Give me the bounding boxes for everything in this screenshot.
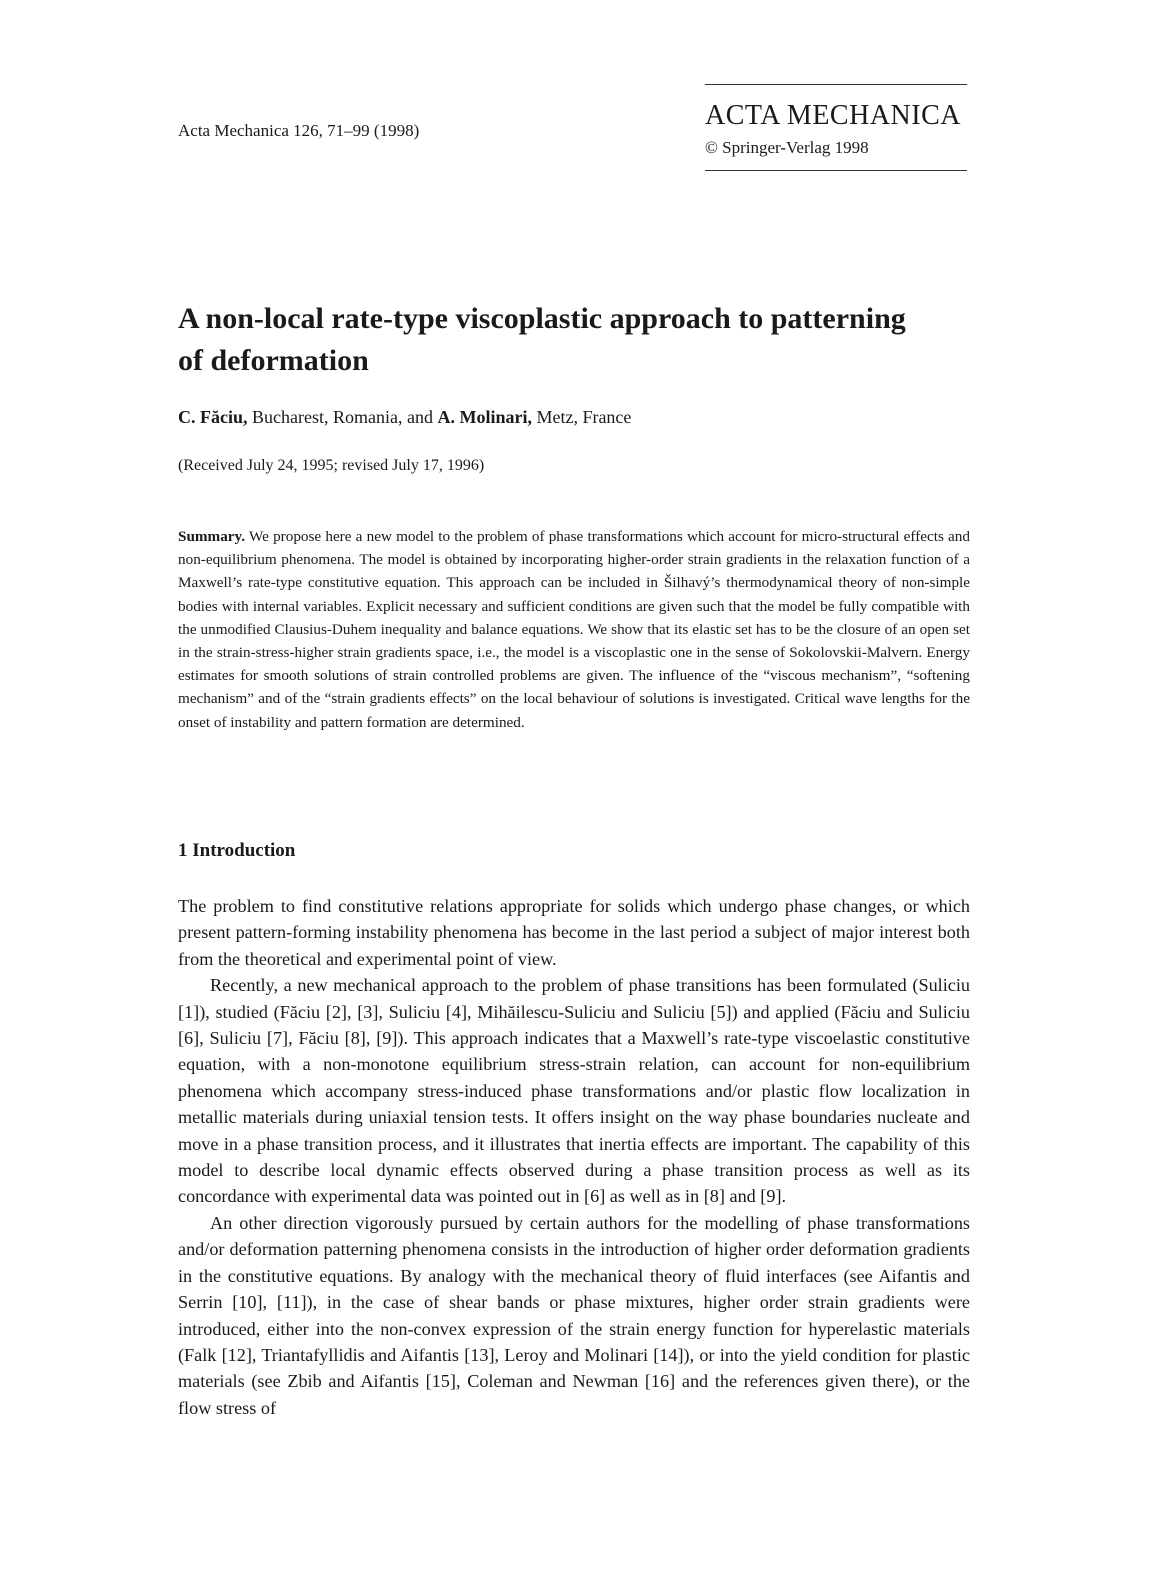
abstract <box>178 525 970 734</box>
author-1-affiliation: Bucharest, Romania, and <box>247 407 438 427</box>
author-2-name: A. Molinari, <box>437 407 532 427</box>
masthead-bottom-rule <box>705 170 967 171</box>
journal-masthead <box>705 84 969 171</box>
article-title: A non-local rate-type viscoplastic approach to patterning of deformation <box>178 302 906 377</box>
introduction-body <box>178 893 970 1421</box>
publisher-copyright: © Springer-Verlag 1998 <box>705 138 869 157</box>
masthead-top-rule <box>705 84 967 85</box>
paragraph: Recently, a new mechanical approach to the problem of phase transitions has been formulated (Suliciu [1]), studied (Făciu [2], [3], Suliciu [4], Mihăilescu-Suliciu and Suliciu [5]) and applied (Făciu and Suliciu [6], Suliciu [7], Făciu [8], [9]). This approach indicates that a Maxwell’s rate-type viscoelastic constitutive equation, with a non-monotone equilibrium stress-strain relation, can account for non-equilibrium phenomena which accompany stress-induced phase transformations and/or plastic flow localization in metallic materials during uniaxial tension tests. It offers insight on the way phase boundaries nucleate and move in a phase transition process, and it illustrates that inertia effects are important. The capability of this model to describe local dynamic effects observed during a phase transition process as well as its concordance with experimental data was pointed out in [6] as well as in [8] and [9]. <box>178 975 970 1207</box>
author-line <box>178 407 631 428</box>
abstract-label: Summary. <box>178 528 246 545</box>
paragraph: The problem to find constitutive relations appropriate for solids which undergo phase changes, or which present pattern-forming instability phenomena has become in the last period a subject of major interest both from the theoretical and experimental point of view. <box>178 896 970 969</box>
section-heading-introduction: 1 Introduction <box>178 840 296 861</box>
paragraph: An other direction vigorously pursued by certain authors for the modelling of phase transformations and/or deformation patterning phenomena consists in the introduction of higher order deformation gradients in the constitutive equations. By analogy with the mechanical theory of fluid interfaces (see Aifantis and Serrin [10], [11]), in the case of shear bands or phase mixtures, higher order strain gradients were introduced, either into the non-convex expression of the strain energy function for hyperelastic materials (Falk [12], Triantafyllidis and Aifantis [13], Leroy and Molinari [14]), or into the yield condition for plastic materials (see Zbib and Aifantis [15], Coleman and Newman [16] and the references given there), or the flow stress of <box>178 1212 970 1418</box>
author-1-name: C. Făciu, <box>178 407 248 427</box>
abstract-text: We propose here a new model to the problem of phase transformations which account for micro-structural effects and non-equilibrium phenomena. The model is obtained by incorporating higher-order strain gradients in the relaxation function of a Maxwell’s rate-type constitutive equation. This approach can be included in Šilhavý’s thermodynamical theory of non-simple bodies with internal variables. Explicit necessary and sufficient conditions are given such that the model be fully compatible with the unmodified Clausius-Duhem inequality and balance equations. We show that its elastic set has to be the closure of an open set in the strain-stress-higher strain gradients space, i.e., the model is a viscoplastic one in the sense of Sokolovskii-Malvern. Energy estimates for smooth solutions of strain controlled problems are given. The influence of the “viscous mechanism”, “softening mechanism” and of the “strain gradients effects” on the local behaviour of solutions is investigated. Critical wave lengths for the onset of instability and pattern formation are determined. <box>178 528 970 731</box>
received-dates: (Received July 24, 1995; revised July 17, 1996) <box>178 457 485 474</box>
author-2-affiliation: Metz, France <box>531 407 632 427</box>
journal-name: ACTA MECHANICA <box>705 100 961 131</box>
journal-citation: Acta Mechanica 126, 71–99 (1998) <box>178 121 420 140</box>
